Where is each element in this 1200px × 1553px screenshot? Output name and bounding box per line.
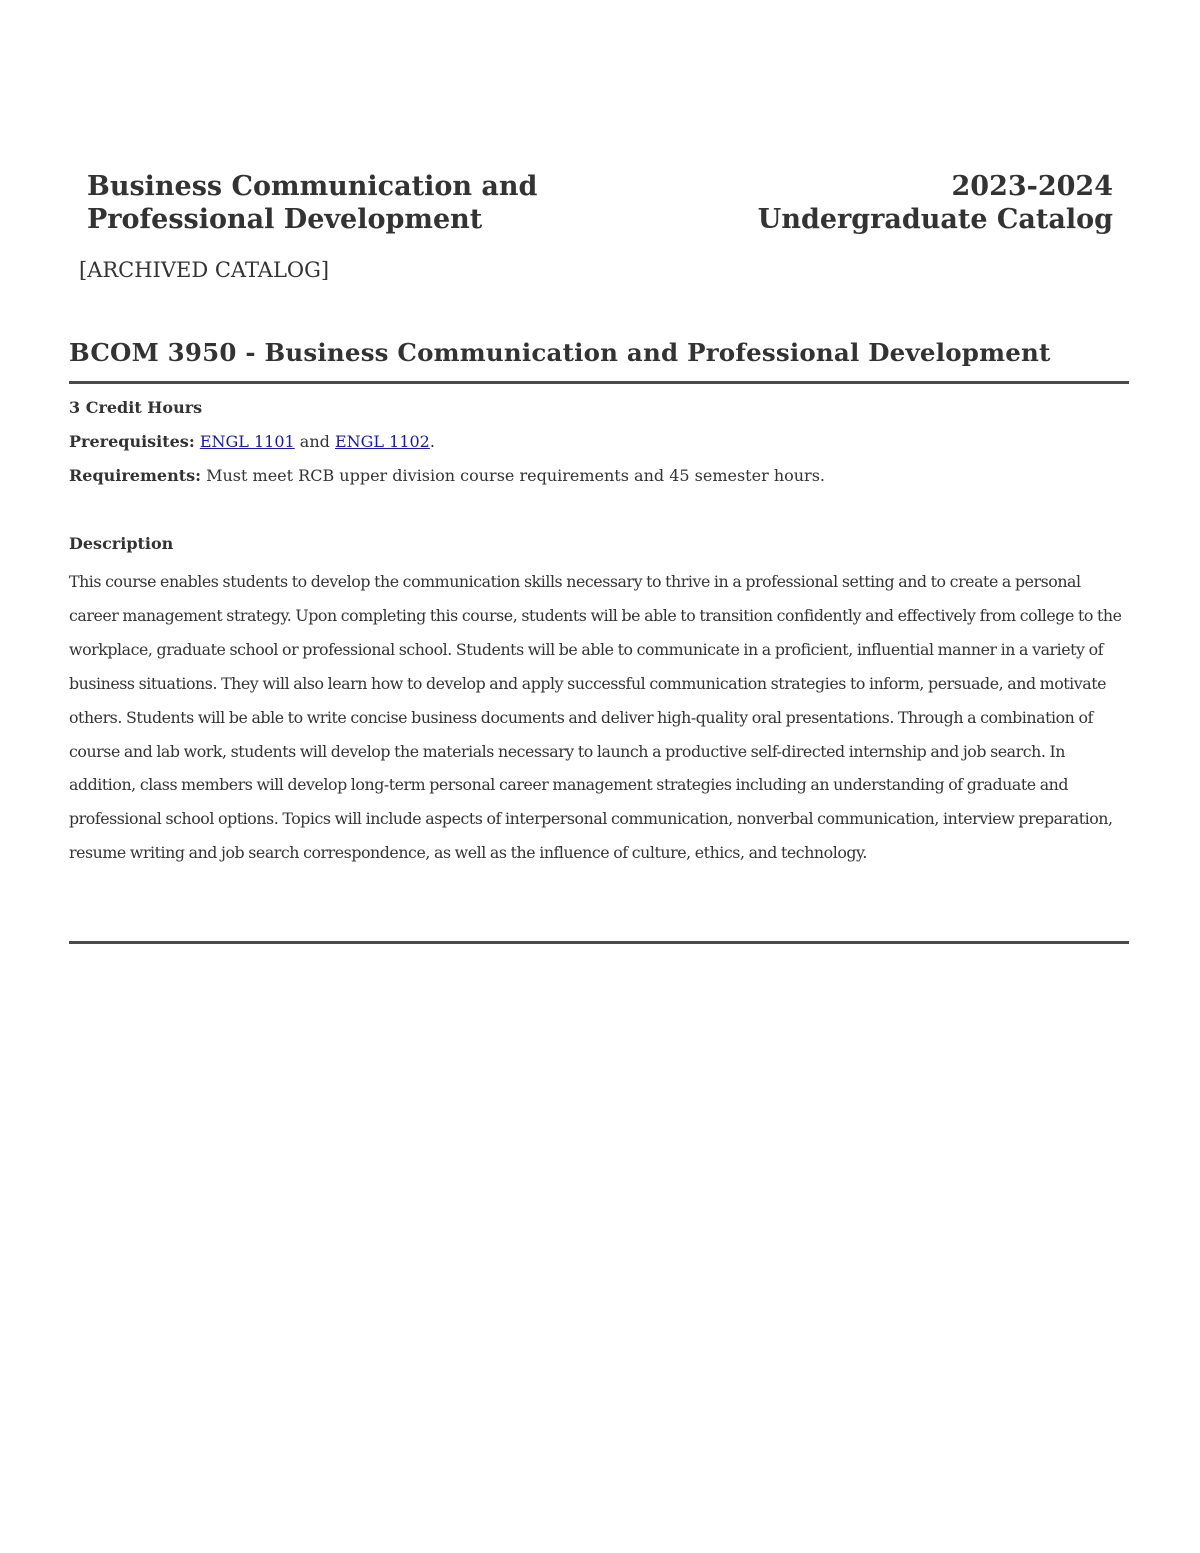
prereq-link-engl-1102[interactable]: ENGL 1102 [334, 432, 430, 451]
prereq-period: . [429, 432, 435, 451]
header-title: Business Communication and Professional Development [87, 171, 538, 235]
requirements-text: Must meet RCB upper division course requirements and 45 semester hours. [201, 466, 825, 485]
top-divider [69, 381, 1129, 384]
page-header [87, 170, 1113, 240]
requirements-label: Requirements: [69, 466, 202, 485]
prereq-conjunction: and [294, 432, 335, 451]
prerequisites [69, 431, 1129, 453]
prerequisites-label: Prerequisites: [69, 432, 195, 451]
credit-hours: 3 Credit Hours [69, 398, 203, 417]
course-title: BCOM 3950 - Business Communication and Professional Development [69, 338, 1051, 367]
prereq-link-engl-1101[interactable]: ENGL 1101 [199, 432, 295, 451]
requirements [69, 465, 1129, 487]
archived-label: [ARCHIVED CATALOG] [79, 258, 330, 282]
description-text: This course enables students to develop the communication skills necessary to thrive in a professional setting and to create a personal career management strategy. Upon completing this course, students will be able to transition confidently and effectively from college to the workplace, graduate school or professional school. Students will be able to communicate in a proficient, influential manner in a variety of business situations. They will also learn how to develop and apply successful communication strategies to inform, persuade, and motivate others. Students will be able to write concise business documents and deliver high-quality oral presentations. Through a combination of course and lab work, students will develop the materials necessary to launch a productive self-directed internship and job search. In addition, class members will develop long-term personal career management strategies including an understanding of graduate and professional school options. Topics will include aspects of interpersonal communication, nonverbal communication, interview preparation, resume writing and job search correspondence, as well as the influence of culture, ethics, and technology. [69, 572, 1122, 863]
catalog-name: 2023-2024 Undergraduate Catalog [757, 171, 1113, 235]
bottom-divider [69, 941, 1129, 944]
description-heading: Description [69, 534, 174, 553]
